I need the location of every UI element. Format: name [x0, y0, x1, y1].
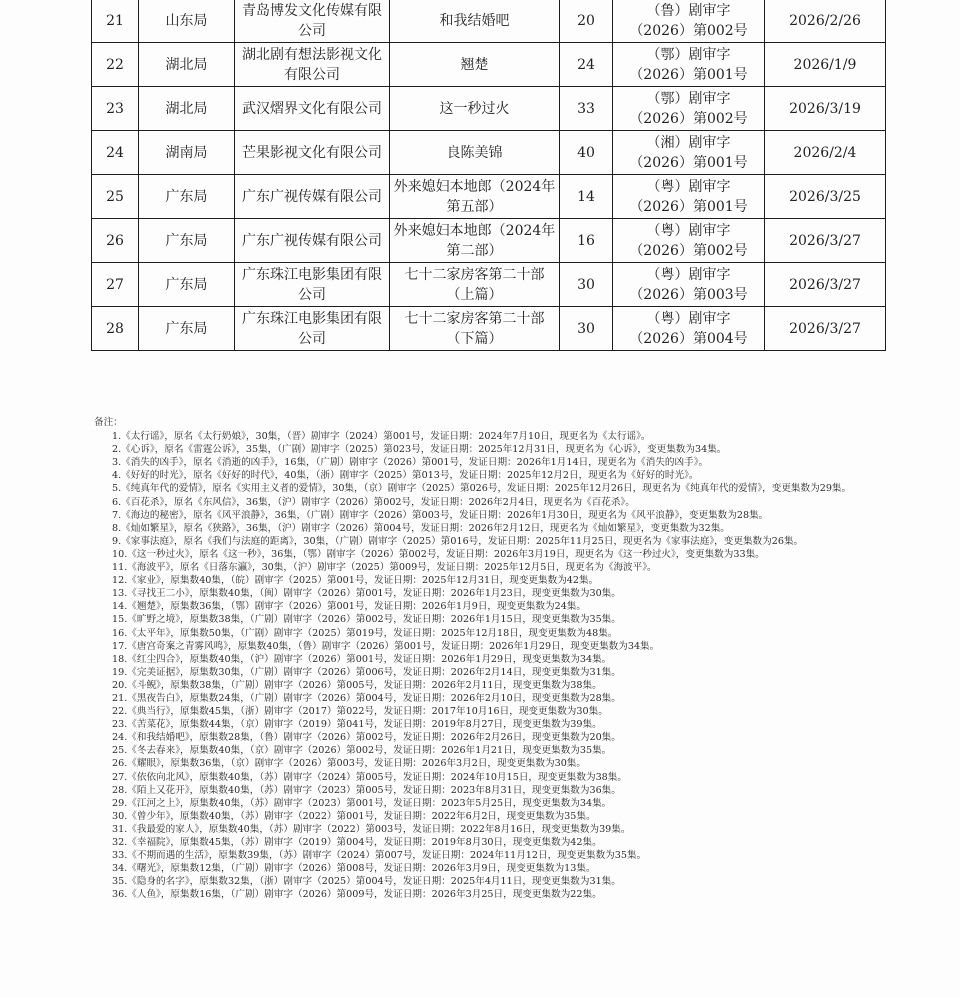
permit-line-2: （2026）第003号 — [629, 286, 748, 303]
company-cell: 武汉熠界文化有限公司 — [235, 87, 390, 131]
note-item: 14.《翘楚》，原集数36集，（鄂）剧审字（2026）第001号，发证日期：2026年1月9日，现变更集数为24集。 — [112, 601, 586, 613]
permit-cell — [613, 263, 765, 307]
episodes-cell: 33 — [560, 87, 613, 131]
table-row — [92, 87, 886, 131]
note-item: 30.《曾少年》，原集数40集，（苏）剧审字（2022）第001号，发证日期：2022年6月2日，现变更集数为35集。 — [112, 810, 596, 822]
permit-line-1: （鲁）剧审字 — [646, 2, 731, 19]
permit-cell — [613, 0, 765, 43]
issue-date-cell: 2026/1/9 — [765, 43, 886, 87]
table-row — [92, 0, 886, 43]
row-number-cell: 27 — [92, 263, 139, 307]
permit-line-1: （粤）剧审字 — [646, 310, 731, 327]
bureau-cell: 湖北局 — [139, 87, 235, 131]
table-row — [92, 43, 886, 87]
drama-title-cell: 外来媳妇本地郎（2024年第五部） — [390, 175, 560, 219]
permit-cell — [613, 131, 765, 175]
permit-line-2: （2026）第001号 — [629, 154, 748, 171]
table-row — [92, 219, 886, 263]
note-item: 1.《太行谣》，原名《太行奶娘》，30集，（晋）剧审字（2024）第001号，发证日期：2024年7月10日，现更名为《太行谣》。 — [112, 431, 651, 443]
issue-date-cell: 2026/2/26 — [765, 0, 886, 43]
episodes-cell: 14 — [560, 175, 613, 219]
permit-line-2: （2026）第001号 — [629, 66, 748, 83]
permit-cell — [613, 175, 765, 219]
table-row — [92, 307, 886, 351]
company-cell: 湖北剧有想法影视文化有限公司 — [235, 43, 390, 87]
row-number-cell: 28 — [92, 307, 139, 351]
note-item: 21.《黑夜告白》，原集数24集，（广剧）剧审字（2026）第004号，发证日期：2026年2月10日，现变更集数为28集。 — [112, 692, 621, 704]
note-item: 34.《曙光》，原集数12集，（广剧）剧审字（2026）第008号，发证日期：2026年3月9日，现变更集数为13集。 — [112, 863, 596, 875]
bureau-cell: 湖南局 — [139, 131, 235, 175]
bureau-cell: 广东局 — [139, 263, 235, 307]
permit-line-1: （粤）剧审字 — [646, 222, 731, 239]
note-item: 4.《好好的时光》，原名《好好的时代》，40集，（浙）剧审字（2025）第013号，发证日期：2025年12月2日，现更名为《好好的时光》。 — [112, 470, 699, 482]
episodes-cell: 40 — [560, 131, 613, 175]
permit-line-1: （粤）剧审字 — [646, 178, 731, 195]
table-body — [92, 0, 886, 351]
note-item: 25.《冬去春来》，原集数40集，（京）剧审字（2026）第002号，发证日期：2026年1月21日，现变更集数为35集。 — [112, 745, 612, 757]
note-item: 22.《典当行》，原集数45集，（浙）剧审字（2017）第022号，发证日期：2017年10月16日，现变更集数为30集。 — [112, 706, 608, 718]
row-number-cell: 25 — [92, 175, 139, 219]
drama-title-cell: 这一秒过火 — [390, 87, 560, 131]
note-item: 5.《纯真年代的爱情》，原名《实用主义者的爱情》，30集，（京）剧审字（2025）第026号，发证日期：2025年12月26日，现更名为《纯真年代的爱情》，变更集数为29集。 — [112, 483, 852, 495]
note-item: 33.《不期而遇的生活》，原集数39集，（苏）剧审字（2024）第007号，发证日期：2024年11月12日，现变更集数为35集。 — [112, 850, 647, 862]
permit-line-2: （2026）第002号 — [629, 242, 748, 259]
drama-title-cell: 外来媳妇本地郎（2024年第二部） — [390, 219, 560, 263]
company-cell: 芒果影视文化有限公司 — [235, 131, 390, 175]
permit-line-1: （湘）剧审字 — [646, 134, 731, 151]
note-item: 26.《耀眼》，原集数36集，（京）剧审字（2026）第003号，发证日期：2026年3月2日，现变更集数为30集。 — [112, 758, 586, 770]
note-item: 7.《海边的秘密》，原名《风平浪静》，36集，（广剧）剧审字（2026）第003号，发证日期：2026年1月30日，现更名为《风平浪静》，变更集数为28集。 — [112, 509, 769, 521]
table-row — [92, 131, 886, 175]
note-item: 31.《我最爱的家人》，原集数40集，（苏）剧审字（2022）第003号，发证日期：2022年8月16日，现变更集数为39集。 — [112, 823, 631, 835]
note-item: 35.《隐身的名字》，原集数32集，（浙）剧审字（2025）第004号，发证日期：2025年4月11日，现变更集数为31集。 — [112, 876, 621, 888]
notes-title: 备注： — [94, 417, 123, 428]
notes-section — [94, 416, 874, 901]
note-item: 24.《和我结婚吧》，原集数28集，（鲁）剧审字（2026）第002号，发证日期：2026年2月26日，现变更集数为20集。 — [112, 732, 621, 744]
permit-line-2: （2026）第004号 — [629, 330, 748, 347]
note-item: 6.《百花杀》，原名《东风信》，36集，（沪）剧审字（2026）第002号，发证日期：2026年2月4日，现更名为《百花杀》。 — [112, 496, 635, 508]
permit-line-1: （鄂）剧审字 — [646, 90, 731, 107]
note-item: 32.《幸福院》，原集数45集，（苏）剧审字（2019）第004号，发证日期：2019年8月30日，现变更集数为42集。 — [112, 837, 602, 848]
note-item: 8.《灿如繁星》，原名《狭路》，36集，（沪）剧审字（2026）第004号，发证日期：2026年2月12日，现更名为《灿如繁星》，变更集数为32集。 — [112, 522, 730, 534]
note-item: 15.《旷野之境》，原集数38集，（广剧）剧审字（2026）第002号，发证日期：2026年1月15日，现变更集数为35集。 — [112, 614, 621, 626]
note-item: 28.《陌上又花开》，原集数40集，（苏）剧审字（2023）第005号，发证日期：2023年8月31日，现变更集数为36集。 — [112, 784, 621, 796]
permit-cell — [613, 307, 765, 351]
note-item: 9.《家事法庭》，原名《我们与法庭的距离》，30集，（广剧）剧审字（2025）第016号，发证日期：2025年11月25日，现更名为《家事法庭》，变更集数为26集。 — [112, 535, 804, 547]
note-item: 27.《依依向北风》，原集数40集，（苏）剧审字（2024）第005号，发证日期：2024年10月15日，现变更集数为38集。 — [112, 771, 627, 783]
issue-date-cell: 2026/3/27 — [765, 307, 886, 351]
note-item: 36.《人鱼》，原集数16集，（广剧）剧审字（2026）第009号，发证日期：2026年3月25日，现变更集数为22集。 — [112, 889, 602, 901]
table-row — [92, 263, 886, 307]
drama-title-cell: 七十二家房客第二十部（上篇） — [390, 263, 560, 307]
note-item: 16.《太平年》，原集数50集，（广剧）剧审字（2025）第019号，发证日期：2025年12月18日，现变更集数为48集。 — [112, 627, 618, 639]
note-item: 12.《家业》，原集数40集，（皖）剧审字（2025）第001号，发证日期：2025年12月31日，现变更集数为42集。 — [112, 575, 599, 587]
row-number-cell: 26 — [92, 219, 139, 263]
drama-title-cell: 七十二家房客第二十部（下篇） — [390, 307, 560, 351]
permit-line-1: （粤）剧审字 — [646, 266, 731, 283]
bureau-cell: 广东局 — [139, 175, 235, 219]
episodes-cell: 30 — [560, 307, 613, 351]
permit-line-2: （2026）第002号 — [629, 110, 748, 127]
episodes-cell: 30 — [560, 263, 613, 307]
permit-cell — [613, 219, 765, 263]
note-item: 17.《唐宫奇案之青雾风鸣》，原集数40集，（鲁）剧审字（2026）第001号，发证日期：2026年1月29日，现变更集数为34集。 — [112, 640, 660, 652]
note-item: 23.《苦菜花》，原集数44集，（京）剧审字（2019）第041号，发证日期：2019年8月27日，现变更集数为39集。 — [112, 719, 602, 731]
company-cell: 广东珠江电影集团有限公司 — [235, 263, 390, 307]
drama-approval-table — [91, 0, 886, 351]
note-item: 18.《红尘四合》，原集数40集，（沪）剧审字（2026）第001号，发证日期：2026年1月29日，现变更集数为34集。 — [112, 653, 612, 665]
issue-date-cell: 2026/3/27 — [765, 219, 886, 263]
row-number-cell: 21 — [92, 0, 139, 43]
table-row — [92, 175, 886, 219]
bureau-cell: 广东局 — [139, 307, 235, 351]
note-item: 11.《海波平》，原名《日落东瀛》，30集，（沪）剧审字（2025）第009号，发证日期：2025年12月5日，现更名为《海波平》。 — [112, 562, 657, 574]
row-number-cell: 23 — [92, 87, 139, 131]
episodes-cell: 24 — [560, 43, 613, 87]
bureau-cell: 广东局 — [139, 219, 235, 263]
bureau-cell: 山东局 — [139, 0, 235, 43]
drama-title-cell: 和我结婚吧 — [390, 0, 560, 43]
episodes-cell: 20 — [560, 0, 613, 43]
note-item: 29.《江河之上》，原集数40集，（苏）剧审字（2023）第001号，发证日期：2023年5月25日，现变更集数为34集。 — [112, 797, 612, 809]
note-item: 10.《这一秒过火》，原名《这一秒》，36集，（鄂）剧审字（2026）第002号，发证日期：2026年3月19日，现更名为《这一秒过火》，变更集数为33集。 — [112, 548, 765, 560]
issue-date-cell: 2026/3/25 — [765, 175, 886, 219]
notes-list — [94, 430, 874, 901]
issue-date-cell: 2026/3/27 — [765, 263, 886, 307]
company-cell: 青岛博发文化传媒有限公司 — [235, 0, 390, 43]
issue-date-cell: 2026/3/19 — [765, 87, 886, 131]
note-item: 3.《消失的凶手》，原名《消逝的凶手》，16集，（广剧）剧审字（2026）第001号，发证日期：2026年1月14日，现更名为《消失的凶手》。 — [112, 457, 709, 469]
bureau-cell: 湖北局 — [139, 43, 235, 87]
episodes-cell: 16 — [560, 219, 613, 263]
company-cell: 广东珠江电影集团有限公司 — [235, 307, 390, 351]
permit-cell — [613, 87, 765, 131]
permit-line-2: （2026）第001号 — [629, 198, 748, 215]
row-number-cell: 24 — [92, 131, 139, 175]
drama-title-cell: 良陈美锦 — [390, 131, 560, 175]
row-number-cell: 22 — [92, 43, 139, 87]
note-item: 2.《心诉》，原名《雷霆公诉》，35集，（广剧）剧审字（2025）第023号，发证日期：2025年12月31日，现更名为《心诉》，变更集数为34集。 — [112, 444, 727, 456]
company-cell: 广东广视传媒有限公司 — [235, 175, 390, 219]
note-item: 20.《斗鲵》，原集数38集，（广剧）剧审字（2026）第005号，发证日期：2026年2月11日，现变更集数为38集。 — [112, 679, 602, 691]
issue-date-cell: 2026/2/4 — [765, 131, 886, 175]
permit-line-2: （2026）第002号 — [629, 22, 748, 39]
permit-cell — [613, 43, 765, 87]
note-item: 13.《寻找王二小》，原集数40集，（闽）剧审字（2026）第001号，发证日期：2026年1月23日，现变更集数为30集。 — [112, 588, 621, 600]
note-item: 19.《完美证据》，原集数30集，（广剧）剧审字（2026）第006号，发证日期：2026年2月14日，现变更集数为31集。 — [112, 666, 621, 678]
company-cell: 广东广视传媒有限公司 — [235, 219, 390, 263]
drama-title-cell: 翘楚 — [390, 43, 560, 87]
permit-line-1: （鄂）剧审字 — [646, 46, 731, 63]
